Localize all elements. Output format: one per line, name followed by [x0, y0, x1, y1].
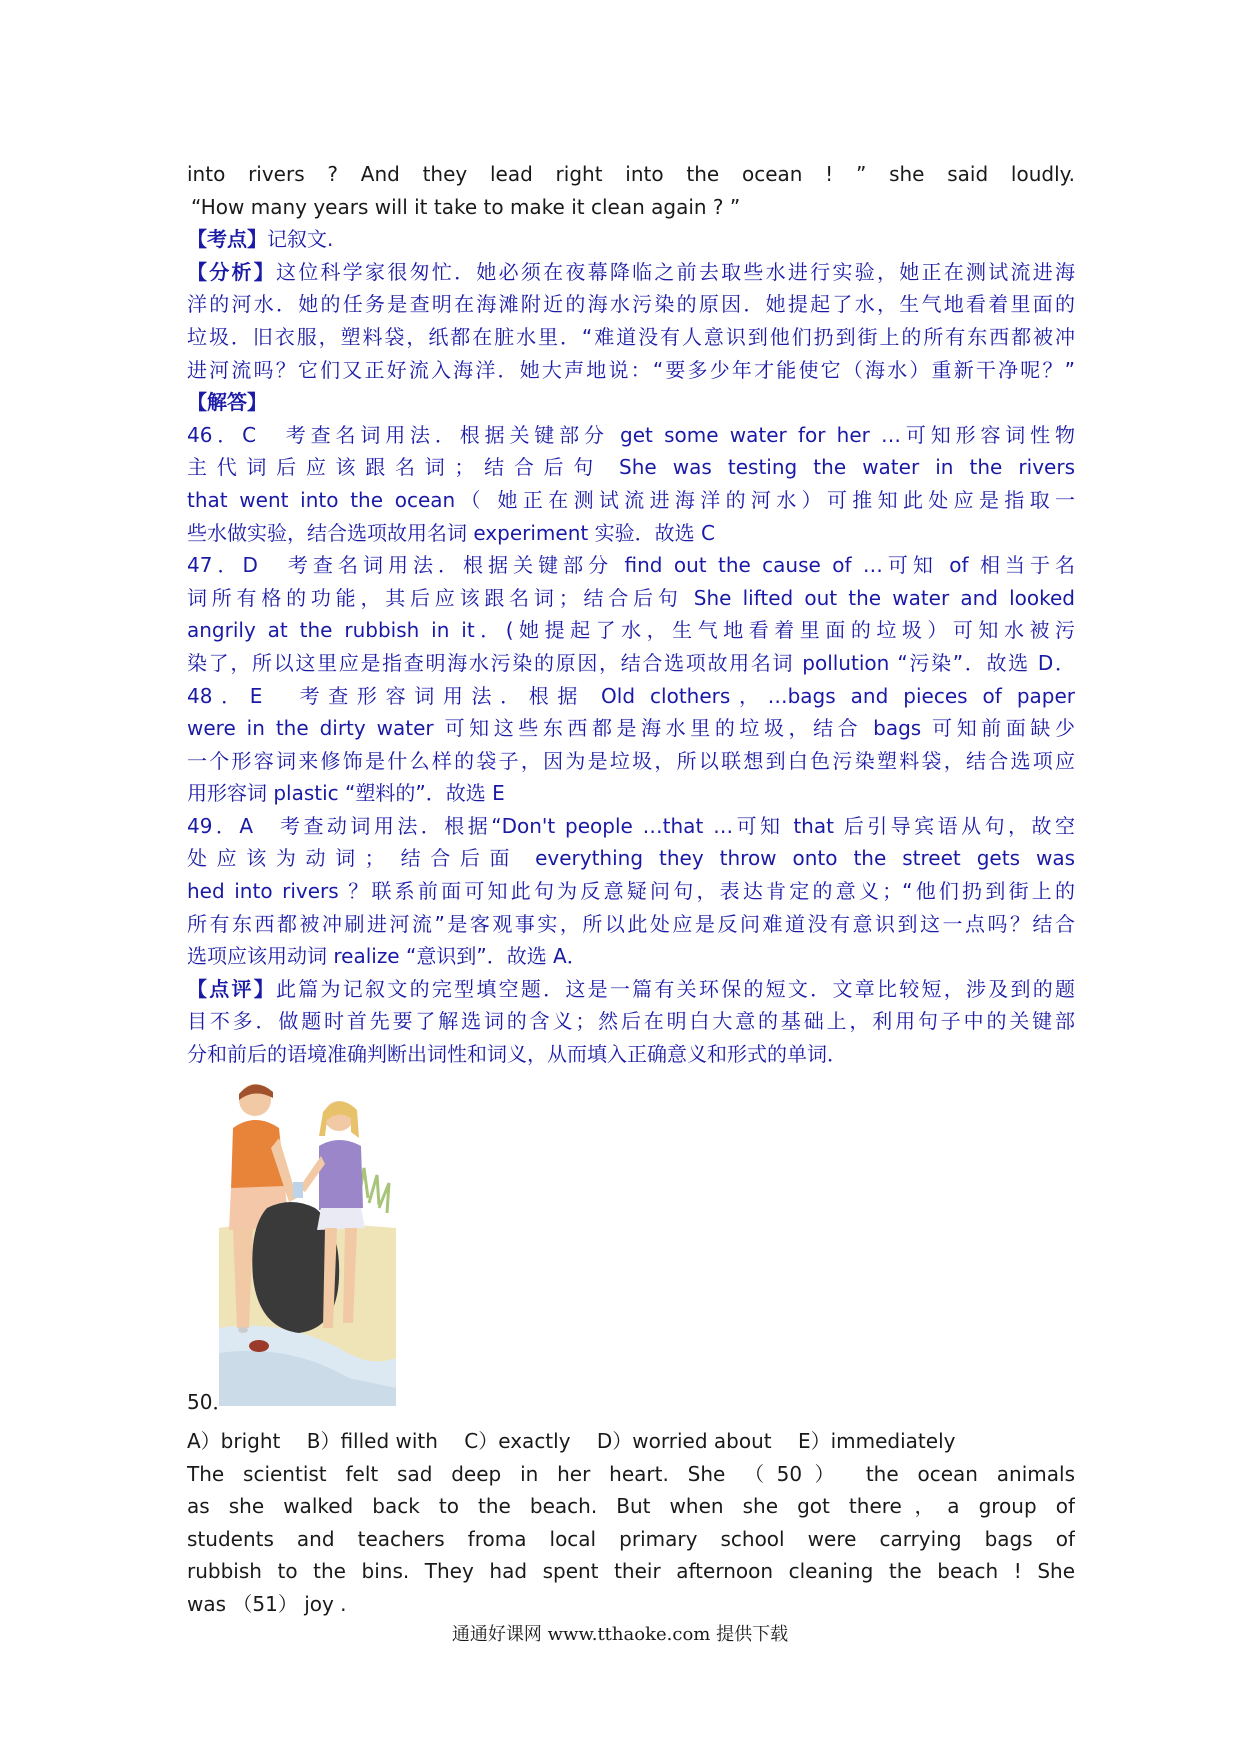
jieda-line: 处应该为动词； 结合后面 everything they throw onto the street gets was	[187, 846, 1075, 871]
dianping-line: 分和前后的语境准确判断出词性和词义，从而填入正确意义和形式的单词．	[187, 1042, 847, 1067]
jieda-line: 47．D 考查名词用法．根据关键部分 find out the cause of …可知 of 相当于名	[187, 553, 1075, 578]
jieda-line: 48．E 考查形容词用法．根据 Old clothers，…bags and pieces of paper	[187, 683, 1075, 708]
page-footer: 通通好课网 www.tthaoke.com 提供下载	[451, 1624, 789, 1645]
jieda-line: were in the dirty water 可知这些东西都是海水里的垃圾，结合 bags 可知前面缺少	[187, 716, 1075, 741]
jieda-line: 一个形容词来修饰是什么样的袋子，因为是垃圾，所以联想到白色污染塑料袋，结合选项应	[187, 748, 1075, 773]
passage-line: into rivers ? And they lead right into the ocean ! ” she said loudly.	[187, 162, 1075, 186]
jieda-line: 46．C 考查名词用法．根据关键部分 get some water for her …可知形容词性物	[187, 422, 1075, 447]
jieda-heading	[187, 386, 1075, 419]
jieda-line: 染了，所以这里应是指查明海水污染的原因，结合选项故用名词 pollution “污染”．故选 D．	[187, 650, 1075, 675]
question-number: 50．	[187, 1390, 233, 1414]
kaodian-text: 记叙文.	[267, 227, 334, 252]
fenxi-text: 这位科学家很匆忙．她必须在夜幕降临之前去取些水进行实验，她正在测试流进海	[276, 259, 1075, 284]
kaodian-section	[187, 223, 1075, 256]
jieda-line: 用形容词 plastic “塑料的”．故选 E	[187, 781, 505, 806]
jieda-line: hed into rivers ？联系前面可知此句为反意疑问句，表达肯定的意义；“他们扔到街上的	[187, 879, 1075, 904]
passage-line: “How many years will it take to make it clean again ? ”	[191, 194, 741, 219]
fenxi-line	[187, 256, 1075, 289]
jieda-line: 些水做实验，结合选项故用名词 experiment 实验．故选 C	[187, 520, 715, 545]
jieda-line: 选项应该用动词 realize “意识到”．故选 A．	[187, 944, 587, 969]
beach-cleanup-illustration	[219, 1078, 396, 1406]
dianping-line: 目不多．做题时首先要了解选词的含义；然后在明白大意的基础上，利用句子中的关键部	[187, 1009, 1075, 1034]
cloze-passage	[187, 1425, 1075, 1621]
fenxi-tag: 【分析】	[187, 259, 277, 284]
jieda-line: 49．A 考查动词用法．根据“Don't people …that …可知 that 后引导宾语从句，故空	[187, 813, 1075, 838]
jieda-line: 所有东西都被冲刷进河流”是客观事实，所以此处应是反问难道没有意识到这一点吗？结合	[187, 911, 1075, 936]
passage-line: rubbish to the bins. They had spent their afternoon cleaning the beach ! She	[187, 1559, 1075, 1584]
answer-explanation	[187, 158, 1075, 1071]
jieda-line: angrily at the rubbish in it．(她提起了水，生气地看着里面的垃圾）可知水被污	[187, 618, 1075, 643]
dianping-line	[187, 973, 1075, 1006]
passage-line: was （51） joy .	[187, 1591, 347, 1616]
jieda-line: 词所有格的功能，其后应该跟名词；结合后句 She lifted out the water and looked	[187, 585, 1075, 610]
fenxi-line: 垃圾．旧衣服，塑料袋，纸都在脏水里．“难道没有人意识到他们扔到街上的所有东西都被冲	[187, 324, 1075, 349]
dianping-tag: 【点评】	[187, 976, 277, 1001]
answer-options: A）bright B）filled with C）exactly D）worried about E）immediately	[187, 1429, 956, 1453]
kaodian-tag: 【考点】	[187, 227, 267, 252]
fenxi-line: 洋的河水．她的任务是查明在海滩附近的海水污染的原因．她提起了水，生气地看着里面的	[187, 292, 1075, 317]
jieda-line: that went into the ocean（ 她正在测试流进海洋的河水）可推知此处应是指取一	[187, 487, 1075, 512]
passage-line: students and teachers froma local primary school were carrying bags of	[187, 1526, 1075, 1551]
dianping-text: 此篇为记叙文的完型填空题．这是一篇有关环保的短文．文章比较短，涉及到的题	[276, 976, 1075, 1001]
passage-line: The scientist felt sad deep in her heart. She （50） the ocean animals	[187, 1461, 1075, 1486]
jieda-tag: 【解答】	[187, 390, 267, 415]
jieda-line: 主代词后应该跟名词；结合后句 She was testing the water in the rivers	[187, 455, 1075, 480]
passage-line: as she walked back to the beach. But when she got there，a group of	[187, 1494, 1075, 1519]
fenxi-line: 进河流吗？它们又正好流入海洋．她大声地说：“要多少年才能使它（海水）重新干净呢？”	[187, 357, 1075, 382]
